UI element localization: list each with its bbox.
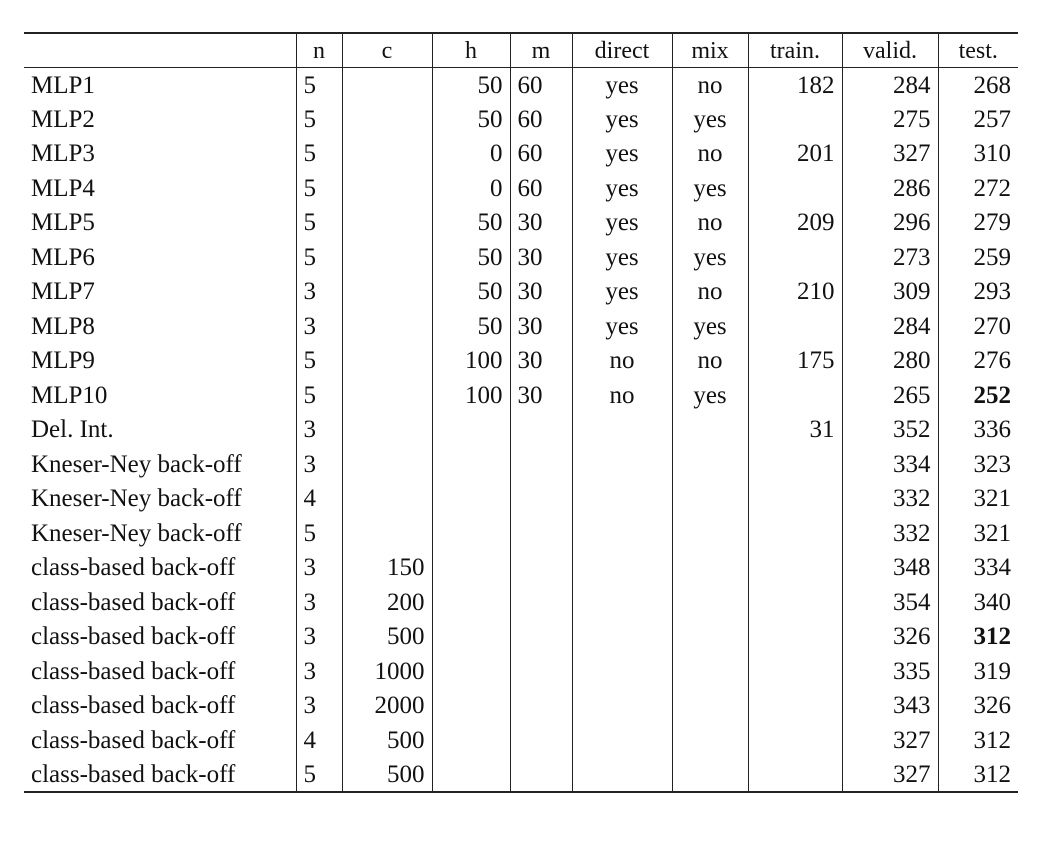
cell-direct: no	[572, 344, 672, 379]
cell-train	[748, 447, 842, 482]
cell-n: 5	[296, 171, 342, 206]
results-table	[24, 32, 1018, 793]
cell-c	[342, 447, 432, 482]
cell-mix: no	[672, 68, 748, 103]
cell-direct	[572, 654, 672, 689]
cell-n: 4	[296, 482, 342, 517]
cell-m	[510, 620, 572, 655]
cell-c	[342, 137, 432, 172]
header-m: m	[510, 33, 572, 68]
cell-model: MLP2	[31, 105, 95, 133]
header-test: test.	[938, 33, 1018, 68]
cell-model: Kneser-Ney back-off	[31, 485, 242, 513]
cell-valid: 335	[842, 654, 938, 689]
cell-train: 31	[748, 413, 842, 448]
cell-m: 60	[510, 137, 572, 172]
cell-model: MLP5	[31, 209, 95, 237]
cell-h	[432, 516, 510, 551]
cell-test: 259	[938, 240, 1018, 275]
cell-c	[342, 482, 432, 517]
table-row	[24, 206, 1018, 241]
cell-valid: 352	[842, 413, 938, 448]
cell-m: 30	[510, 344, 572, 379]
cell-direct	[572, 516, 672, 551]
header-row	[24, 33, 1018, 68]
cell-n: 5	[296, 137, 342, 172]
cell-mix: no	[672, 344, 748, 379]
cell-model: Kneser-Ney back-off	[31, 450, 242, 478]
cell-test: 312	[938, 723, 1018, 758]
cell-model: class-based back-off	[31, 554, 236, 582]
cell-test: 321	[938, 516, 1018, 551]
cell-n: 5	[296, 68, 342, 103]
cell-model: MLP1	[31, 71, 95, 99]
cell-direct: yes	[572, 102, 672, 137]
cell-m: 60	[510, 68, 572, 103]
cell-h: 50	[432, 309, 510, 344]
cell-direct: yes	[572, 171, 672, 206]
cell-test: 312	[938, 620, 1018, 655]
cell-mix	[672, 585, 748, 620]
cell-n: 5	[296, 206, 342, 241]
table-row	[24, 620, 1018, 655]
cell-valid: 286	[842, 171, 938, 206]
cell-valid: 265	[842, 378, 938, 413]
cell-n: 5	[296, 378, 342, 413]
table-row	[24, 137, 1018, 172]
cell-valid: 332	[842, 482, 938, 517]
cell-n: 3	[296, 447, 342, 482]
table-row	[24, 516, 1018, 551]
cell-train: 210	[748, 275, 842, 310]
cell-test: 270	[938, 309, 1018, 344]
cell-mix	[672, 413, 748, 448]
cell-n: 3	[296, 689, 342, 724]
cell-mix: yes	[672, 102, 748, 137]
cell-n: 3	[296, 309, 342, 344]
table-row	[24, 309, 1018, 344]
cell-h: 50	[432, 102, 510, 137]
table-row	[24, 482, 1018, 517]
cell-n: 3	[296, 585, 342, 620]
cell-model: Del. Int.	[31, 416, 114, 444]
cell-test: 279	[938, 206, 1018, 241]
cell-m	[510, 551, 572, 586]
cell-h	[432, 447, 510, 482]
cell-train	[748, 689, 842, 724]
cell-m: 30	[510, 378, 572, 413]
cell-n: 3	[296, 654, 342, 689]
cell-test: 312	[938, 758, 1018, 793]
cell-train	[748, 309, 842, 344]
cell-m	[510, 758, 572, 793]
cell-mix	[672, 723, 748, 758]
cell-test: 268	[938, 68, 1018, 103]
cell-valid: 348	[842, 551, 938, 586]
cell-c	[342, 516, 432, 551]
cell-c	[342, 413, 432, 448]
cell-m	[510, 723, 572, 758]
cell-train: 175	[748, 344, 842, 379]
table-row	[24, 275, 1018, 310]
cell-h	[432, 482, 510, 517]
cell-test: 336	[938, 413, 1018, 448]
table-row	[24, 447, 1018, 482]
cell-train	[748, 171, 842, 206]
header-mix: mix	[672, 33, 748, 68]
cell-train: 182	[748, 68, 842, 103]
cell-h: 50	[432, 68, 510, 103]
cell-direct	[572, 758, 672, 793]
table-body	[24, 68, 1018, 793]
cell-c	[342, 378, 432, 413]
header-model	[24, 33, 296, 68]
cell-train: 201	[748, 137, 842, 172]
cell-mix	[672, 620, 748, 655]
cell-c: 200	[342, 585, 432, 620]
cell-c	[342, 240, 432, 275]
cell-model: MLP9	[31, 347, 95, 375]
cell-test: 293	[938, 275, 1018, 310]
table-row	[24, 240, 1018, 275]
table-row	[24, 585, 1018, 620]
cell-direct: yes	[572, 206, 672, 241]
cell-mix	[672, 551, 748, 586]
cell-test: 276	[938, 344, 1018, 379]
cell-m	[510, 654, 572, 689]
cell-mix: yes	[672, 378, 748, 413]
cell-model: MLP4	[31, 174, 95, 202]
cell-valid: 284	[842, 309, 938, 344]
cell-c: 500	[342, 758, 432, 793]
cell-valid: 334	[842, 447, 938, 482]
cell-direct	[572, 413, 672, 448]
cell-h: 50	[432, 240, 510, 275]
header-c: c	[342, 33, 432, 68]
cell-m	[510, 516, 572, 551]
cell-valid: 280	[842, 344, 938, 379]
cell-valid: 327	[842, 137, 938, 172]
cell-h	[432, 654, 510, 689]
cell-direct	[572, 482, 672, 517]
cell-n: 3	[296, 275, 342, 310]
cell-c	[342, 206, 432, 241]
table-row	[24, 551, 1018, 586]
cell-train: 209	[748, 206, 842, 241]
cell-n: 5	[296, 344, 342, 379]
table-row	[24, 171, 1018, 206]
cell-c: 150	[342, 551, 432, 586]
table-row	[24, 378, 1018, 413]
cell-direct: yes	[572, 309, 672, 344]
cell-test: 326	[938, 689, 1018, 724]
cell-train	[748, 378, 842, 413]
cell-h	[432, 413, 510, 448]
header-h: h	[432, 33, 510, 68]
cell-valid: 327	[842, 723, 938, 758]
table-row	[24, 723, 1018, 758]
cell-mix	[672, 447, 748, 482]
table-row	[24, 68, 1018, 103]
cell-train	[748, 620, 842, 655]
cell-mix: no	[672, 275, 748, 310]
cell-n: 5	[296, 240, 342, 275]
cell-m: 30	[510, 206, 572, 241]
table-row	[24, 689, 1018, 724]
cell-n: 5	[296, 102, 342, 137]
cell-m	[510, 689, 572, 724]
header-n: n	[296, 33, 342, 68]
cell-mix	[672, 516, 748, 551]
cell-train	[748, 551, 842, 586]
cell-model: MLP7	[31, 278, 95, 306]
cell-direct: yes	[572, 275, 672, 310]
cell-direct	[572, 620, 672, 655]
cell-c	[342, 275, 432, 310]
cell-m: 30	[510, 309, 572, 344]
cell-h: 100	[432, 344, 510, 379]
cell-test: 340	[938, 585, 1018, 620]
header-direct: direct	[572, 33, 672, 68]
cell-direct: yes	[572, 137, 672, 172]
cell-h: 0	[432, 171, 510, 206]
cell-mix	[672, 758, 748, 793]
cell-m: 60	[510, 102, 572, 137]
cell-mix	[672, 654, 748, 689]
cell-m	[510, 585, 572, 620]
cell-c: 2000	[342, 689, 432, 724]
cell-valid: 343	[842, 689, 938, 724]
cell-model: MLP6	[31, 243, 95, 271]
cell-model: MLP8	[31, 312, 95, 340]
cell-train	[748, 585, 842, 620]
cell-h: 50	[432, 206, 510, 241]
cell-mix: no	[672, 206, 748, 241]
cell-valid: 284	[842, 68, 938, 103]
cell-model: MLP10	[31, 381, 108, 409]
cell-h: 100	[432, 378, 510, 413]
header-train: train.	[748, 33, 842, 68]
cell-n: 3	[296, 413, 342, 448]
cell-valid: 326	[842, 620, 938, 655]
cell-n: 4	[296, 723, 342, 758]
cell-h	[432, 551, 510, 586]
cell-n: 3	[296, 551, 342, 586]
cell-c	[342, 171, 432, 206]
cell-direct: no	[572, 378, 672, 413]
cell-direct: yes	[572, 240, 672, 275]
cell-n: 3	[296, 620, 342, 655]
cell-train	[748, 758, 842, 793]
cell-m	[510, 413, 572, 448]
cell-direct: yes	[572, 68, 672, 103]
cell-h	[432, 620, 510, 655]
cell-train	[748, 240, 842, 275]
cell-valid: 327	[842, 758, 938, 793]
cell-mix: yes	[672, 240, 748, 275]
header-valid: valid.	[842, 33, 938, 68]
table-row	[24, 344, 1018, 379]
cell-valid: 273	[842, 240, 938, 275]
cell-h	[432, 758, 510, 793]
cell-test: 321	[938, 482, 1018, 517]
table-row	[24, 654, 1018, 689]
cell-train	[748, 102, 842, 137]
cell-test: 257	[938, 102, 1018, 137]
cell-c	[342, 102, 432, 137]
cell-direct	[572, 585, 672, 620]
cell-mix: yes	[672, 309, 748, 344]
cell-direct	[572, 689, 672, 724]
cell-mix: no	[672, 137, 748, 172]
cell-n: 5	[296, 758, 342, 793]
cell-direct	[572, 447, 672, 482]
cell-test: 334	[938, 551, 1018, 586]
cell-model: class-based back-off	[31, 588, 236, 616]
cell-direct	[572, 551, 672, 586]
cell-mix	[672, 482, 748, 517]
cell-model: Kneser-Ney back-off	[31, 519, 242, 547]
cell-valid: 275	[842, 102, 938, 137]
cell-c	[342, 344, 432, 379]
cell-train	[748, 654, 842, 689]
cell-h: 0	[432, 137, 510, 172]
table-row	[24, 413, 1018, 448]
cell-m	[510, 447, 572, 482]
cell-c: 1000	[342, 654, 432, 689]
cell-model: class-based back-off	[31, 657, 236, 685]
cell-c: 500	[342, 723, 432, 758]
cell-test: 323	[938, 447, 1018, 482]
cell-m: 30	[510, 275, 572, 310]
cell-model: class-based back-off	[31, 623, 236, 651]
cell-test: 319	[938, 654, 1018, 689]
cell-test: 310	[938, 137, 1018, 172]
cell-h	[432, 723, 510, 758]
cell-h	[432, 689, 510, 724]
cell-valid: 332	[842, 516, 938, 551]
cell-train	[748, 482, 842, 517]
cell-test: 252	[938, 378, 1018, 413]
cell-c	[342, 68, 432, 103]
cell-test: 272	[938, 171, 1018, 206]
cell-model: class-based back-off	[31, 692, 236, 720]
cell-valid: 354	[842, 585, 938, 620]
cell-c: 500	[342, 620, 432, 655]
cell-model: class-based back-off	[31, 726, 236, 754]
table-row	[24, 102, 1018, 137]
cell-valid: 296	[842, 206, 938, 241]
cell-m: 60	[510, 171, 572, 206]
cell-m: 30	[510, 240, 572, 275]
cell-model: class-based back-off	[31, 760, 236, 788]
cell-valid: 309	[842, 275, 938, 310]
cell-h: 50	[432, 275, 510, 310]
cell-n: 5	[296, 516, 342, 551]
cell-h	[432, 585, 510, 620]
cell-mix: yes	[672, 171, 748, 206]
cell-m	[510, 482, 572, 517]
cell-model: MLP3	[31, 140, 95, 168]
cell-train	[748, 516, 842, 551]
table-row	[24, 758, 1018, 793]
cell-mix	[672, 689, 748, 724]
cell-c	[342, 309, 432, 344]
cell-direct	[572, 723, 672, 758]
cell-train	[748, 723, 842, 758]
